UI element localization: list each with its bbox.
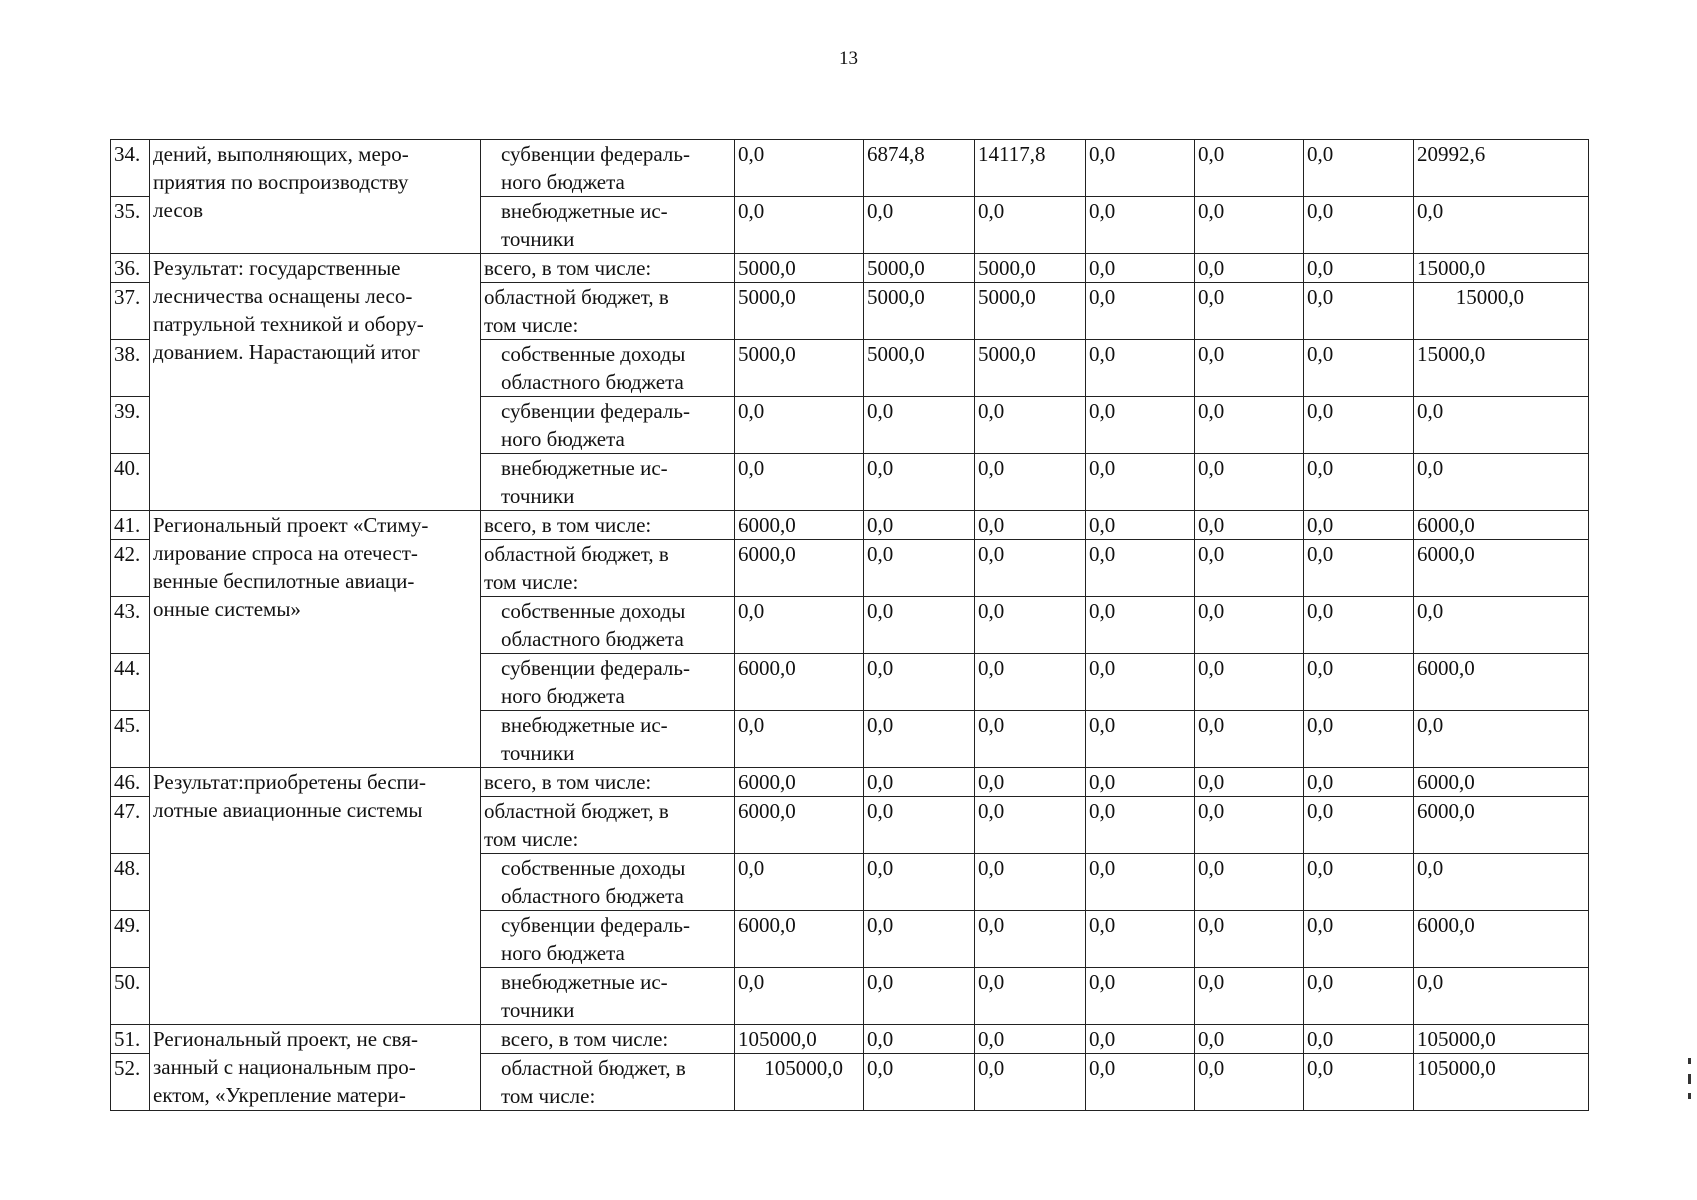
value-cell: 0,0 bbox=[1195, 283, 1304, 340]
value-cell: 0,0 bbox=[1086, 254, 1195, 283]
value-cell: 0,0 bbox=[864, 197, 975, 254]
table-row bbox=[111, 254, 1589, 283]
value-cell: 0,0 bbox=[975, 597, 1086, 654]
funding-source: областной бюджет, в том числе: bbox=[481, 283, 735, 340]
value-total: 105000,0 bbox=[1414, 1054, 1589, 1111]
value-cell: 0,0 bbox=[864, 1025, 975, 1054]
value-total: 6000,0 bbox=[1414, 511, 1589, 540]
value-cell: 0,0 bbox=[975, 511, 1086, 540]
value-cell: 0,0 bbox=[1304, 854, 1414, 911]
value-cell: 0,0 bbox=[1195, 768, 1304, 797]
value-cell: 5000,0 bbox=[975, 254, 1086, 283]
table-row bbox=[111, 1025, 1589, 1054]
value-total: 0,0 bbox=[1414, 854, 1589, 911]
group-description: Региональный проект, не свя- занный с национальным про- ектом, «Укрепление матери- bbox=[150, 1025, 481, 1111]
value-cell: 6874,8 bbox=[864, 140, 975, 197]
value-cell: 0,0 bbox=[864, 540, 975, 597]
value-cell: 0,0 bbox=[1195, 711, 1304, 768]
value-cell: 5000,0 bbox=[864, 283, 975, 340]
value-cell: 0,0 bbox=[1086, 1054, 1195, 1111]
group-description: Результат: государственные лесничества оснащены лесо- патрульной техникой и обору- дованием. Нарастающий итог bbox=[150, 254, 481, 511]
value-cell: 0,0 bbox=[975, 197, 1086, 254]
value-cell: 0,0 bbox=[864, 397, 975, 454]
value-cell: 0,0 bbox=[1304, 283, 1414, 340]
value-cell: 0,0 bbox=[975, 968, 1086, 1025]
value-cell: 0,0 bbox=[1086, 797, 1195, 854]
value-cell: 0,0 bbox=[864, 768, 975, 797]
row-number: 35. bbox=[111, 197, 150, 254]
value-total: 15000,0 bbox=[1414, 283, 1589, 340]
row-number: 48. bbox=[111, 854, 150, 911]
row-number: 44. bbox=[111, 654, 150, 711]
value-cell: 0,0 bbox=[1304, 768, 1414, 797]
value-cell: 105000,0 bbox=[735, 1054, 864, 1111]
value-cell: 0,0 bbox=[975, 854, 1086, 911]
funding-source: всего, в том числе: bbox=[481, 1025, 735, 1054]
value-cell: 0,0 bbox=[975, 397, 1086, 454]
value-cell: 0,0 bbox=[975, 1025, 1086, 1054]
value-cell: 0,0 bbox=[975, 911, 1086, 968]
value-total: 105000,0 bbox=[1414, 1025, 1589, 1054]
value-cell: 0,0 bbox=[1304, 654, 1414, 711]
value-cell: 0,0 bbox=[864, 854, 975, 911]
value-cell: 0,0 bbox=[1195, 1025, 1304, 1054]
value-cell: 0,0 bbox=[975, 540, 1086, 597]
row-number: 49. bbox=[111, 911, 150, 968]
value-cell: 0,0 bbox=[975, 1054, 1086, 1111]
row-number: 50. bbox=[111, 968, 150, 1025]
row-number: 43. bbox=[111, 597, 150, 654]
value-total: 15000,0 bbox=[1414, 254, 1589, 283]
value-cell: 0,0 bbox=[1195, 140, 1304, 197]
value-cell: 0,0 bbox=[735, 597, 864, 654]
value-total: 0,0 bbox=[1414, 454, 1589, 511]
value-total: 0,0 bbox=[1414, 711, 1589, 768]
funding-source: собственные доходы областного бюджета bbox=[481, 854, 735, 911]
margin-mark bbox=[1688, 1074, 1691, 1084]
value-cell: 0,0 bbox=[1086, 340, 1195, 397]
value-cell: 0,0 bbox=[1086, 197, 1195, 254]
value-cell: 0,0 bbox=[864, 968, 975, 1025]
value-cell: 6000,0 bbox=[735, 511, 864, 540]
value-cell: 0,0 bbox=[1304, 340, 1414, 397]
funding-source: субвенции федераль- ного бюджета bbox=[481, 140, 735, 197]
funding-source: внебюджетные ис- точники bbox=[481, 454, 735, 511]
value-cell: 0,0 bbox=[1304, 454, 1414, 511]
value-cell: 0,0 bbox=[975, 654, 1086, 711]
funding-source: внебюджетные ис- точники bbox=[481, 711, 735, 768]
value-cell: 5000,0 bbox=[975, 283, 1086, 340]
value-total: 6000,0 bbox=[1414, 911, 1589, 968]
funding-source: собственные доходы областного бюджета bbox=[481, 597, 735, 654]
row-number: 40. bbox=[111, 454, 150, 511]
value-cell: 0,0 bbox=[1086, 854, 1195, 911]
row-number: 51. bbox=[111, 1025, 150, 1054]
value-cell: 0,0 bbox=[1195, 340, 1304, 397]
funding-source: областной бюджет, в том числе: bbox=[481, 797, 735, 854]
value-cell: 0,0 bbox=[864, 454, 975, 511]
value-cell: 0,0 bbox=[864, 654, 975, 711]
value-cell: 6000,0 bbox=[735, 911, 864, 968]
value-cell: 0,0 bbox=[1086, 911, 1195, 968]
value-cell: 0,0 bbox=[1086, 1025, 1195, 1054]
value-cell: 0,0 bbox=[1195, 654, 1304, 711]
row-number: 42. bbox=[111, 540, 150, 597]
funding-source: субвенции федераль- ного бюджета bbox=[481, 911, 735, 968]
funding-source: субвенции федераль- ного бюджета bbox=[481, 397, 735, 454]
value-total: 0,0 bbox=[1414, 397, 1589, 454]
value-cell: 0,0 bbox=[1086, 597, 1195, 654]
row-number: 38. bbox=[111, 340, 150, 397]
value-cell: 0,0 bbox=[1304, 597, 1414, 654]
value-cell: 0,0 bbox=[1304, 711, 1414, 768]
value-total: 6000,0 bbox=[1414, 540, 1589, 597]
funding-source: всего, в том числе: bbox=[481, 511, 735, 540]
value-cell: 0,0 bbox=[975, 454, 1086, 511]
value-cell: 0,0 bbox=[1086, 454, 1195, 511]
value-cell: 0,0 bbox=[864, 511, 975, 540]
value-cell: 0,0 bbox=[1195, 540, 1304, 597]
row-number: 46. bbox=[111, 768, 150, 797]
value-total: 6000,0 bbox=[1414, 768, 1589, 797]
row-number: 47. bbox=[111, 797, 150, 854]
value-cell: 0,0 bbox=[1086, 968, 1195, 1025]
value-cell: 0,0 bbox=[1086, 540, 1195, 597]
value-total: 0,0 bbox=[1414, 968, 1589, 1025]
value-cell: 5000,0 bbox=[735, 254, 864, 283]
value-cell: 6000,0 bbox=[735, 768, 864, 797]
value-cell: 0,0 bbox=[1195, 797, 1304, 854]
value-total: 6000,0 bbox=[1414, 654, 1589, 711]
group-description: Результат:приобретены беспи- лотные авиационные системы bbox=[150, 768, 481, 1025]
value-cell: 6000,0 bbox=[735, 654, 864, 711]
value-cell: 0,0 bbox=[864, 1054, 975, 1111]
value-cell: 0,0 bbox=[735, 397, 864, 454]
value-cell: 5000,0 bbox=[735, 340, 864, 397]
value-total: 0,0 bbox=[1414, 597, 1589, 654]
funding-source: всего, в том числе: bbox=[481, 254, 735, 283]
value-cell: 0,0 bbox=[735, 711, 864, 768]
row-number: 36. bbox=[111, 254, 150, 283]
funding-source: областной бюджет, в том числе: bbox=[481, 1054, 735, 1111]
funding-source: областной бюджет, в том числе: bbox=[481, 540, 735, 597]
value-cell: 0,0 bbox=[1086, 711, 1195, 768]
value-total: 6000,0 bbox=[1414, 797, 1589, 854]
value-cell: 0,0 bbox=[975, 797, 1086, 854]
row-number: 52. bbox=[111, 1054, 150, 1111]
value-cell: 0,0 bbox=[1195, 597, 1304, 654]
value-cell: 0,0 bbox=[1086, 768, 1195, 797]
budget-table bbox=[110, 139, 1589, 1111]
value-cell: 0,0 bbox=[1195, 1054, 1304, 1111]
funding-source: внебюджетные ис- точники bbox=[481, 968, 735, 1025]
value-cell: 0,0 bbox=[1195, 968, 1304, 1025]
row-number: 45. bbox=[111, 711, 150, 768]
value-cell: 0,0 bbox=[1195, 254, 1304, 283]
value-cell: 6000,0 bbox=[735, 797, 864, 854]
value-cell: 105000,0 bbox=[735, 1025, 864, 1054]
value-cell: 0,0 bbox=[1304, 968, 1414, 1025]
funding-source: собственные доходы областного бюджета bbox=[481, 340, 735, 397]
row-number: 34. bbox=[111, 140, 150, 197]
margin-mark bbox=[1688, 1093, 1691, 1099]
value-cell: 14117,8 bbox=[975, 140, 1086, 197]
value-cell: 0,0 bbox=[1304, 397, 1414, 454]
value-cell: 0,0 bbox=[1304, 1054, 1414, 1111]
value-cell: 0,0 bbox=[864, 797, 975, 854]
value-cell: 0,0 bbox=[735, 454, 864, 511]
value-cell: 0,0 bbox=[1086, 283, 1195, 340]
value-cell: 0,0 bbox=[1304, 140, 1414, 197]
value-cell: 0,0 bbox=[1086, 140, 1195, 197]
value-cell: 0,0 bbox=[1195, 511, 1304, 540]
page-number: 13 bbox=[839, 48, 858, 69]
value-cell: 6000,0 bbox=[735, 540, 864, 597]
value-cell: 0,0 bbox=[1086, 511, 1195, 540]
table-row bbox=[111, 511, 1589, 540]
value-cell: 0,0 bbox=[1086, 397, 1195, 454]
value-cell: 0,0 bbox=[1304, 197, 1414, 254]
value-cell: 0,0 bbox=[1304, 797, 1414, 854]
row-number: 41. bbox=[111, 511, 150, 540]
value-cell: 0,0 bbox=[1304, 540, 1414, 597]
value-cell: 5000,0 bbox=[864, 340, 975, 397]
value-cell: 0,0 bbox=[975, 711, 1086, 768]
value-cell: 5000,0 bbox=[975, 340, 1086, 397]
budget-table-body bbox=[111, 140, 1589, 1111]
row-number: 37. bbox=[111, 283, 150, 340]
group-description: Региональный проект «Стиму- лирование спроса на отечест- венные беспилотные авиаци- онные системы» bbox=[150, 511, 481, 768]
table-row bbox=[111, 140, 1589, 197]
value-cell: 0,0 bbox=[1304, 254, 1414, 283]
value-cell: 0,0 bbox=[1195, 854, 1304, 911]
table-row bbox=[111, 768, 1589, 797]
margin-mark bbox=[1688, 1058, 1691, 1064]
value-cell: 0,0 bbox=[1195, 454, 1304, 511]
value-cell: 0,0 bbox=[864, 911, 975, 968]
value-total: 20992,6 bbox=[1414, 140, 1589, 197]
value-cell: 0,0 bbox=[735, 854, 864, 911]
funding-source: субвенции федераль- ного бюджета bbox=[481, 654, 735, 711]
funding-source: внебюджетные ис- точники bbox=[481, 197, 735, 254]
value-cell: 0,0 bbox=[1195, 911, 1304, 968]
funding-source: всего, в том числе: bbox=[481, 768, 735, 797]
value-cell: 0,0 bbox=[1304, 511, 1414, 540]
value-cell: 0,0 bbox=[735, 197, 864, 254]
value-cell: 0,0 bbox=[1304, 1025, 1414, 1054]
value-cell: 0,0 bbox=[1195, 397, 1304, 454]
value-cell: 0,0 bbox=[1086, 654, 1195, 711]
value-cell: 5000,0 bbox=[864, 254, 975, 283]
value-cell: 0,0 bbox=[735, 968, 864, 1025]
value-cell: 0,0 bbox=[1304, 911, 1414, 968]
value-cell: 0,0 bbox=[975, 768, 1086, 797]
row-number: 39. bbox=[111, 397, 150, 454]
value-total: 15000,0 bbox=[1414, 340, 1589, 397]
value-total: 0,0 bbox=[1414, 197, 1589, 254]
value-cell: 0,0 bbox=[864, 597, 975, 654]
value-cell: 5000,0 bbox=[735, 283, 864, 340]
value-cell: 0,0 bbox=[864, 711, 975, 768]
value-cell: 0,0 bbox=[735, 140, 864, 197]
value-cell: 0,0 bbox=[1195, 197, 1304, 254]
group-description: дений, выполняющих, меро- приятия по воспроизводству лесов bbox=[150, 140, 481, 254]
